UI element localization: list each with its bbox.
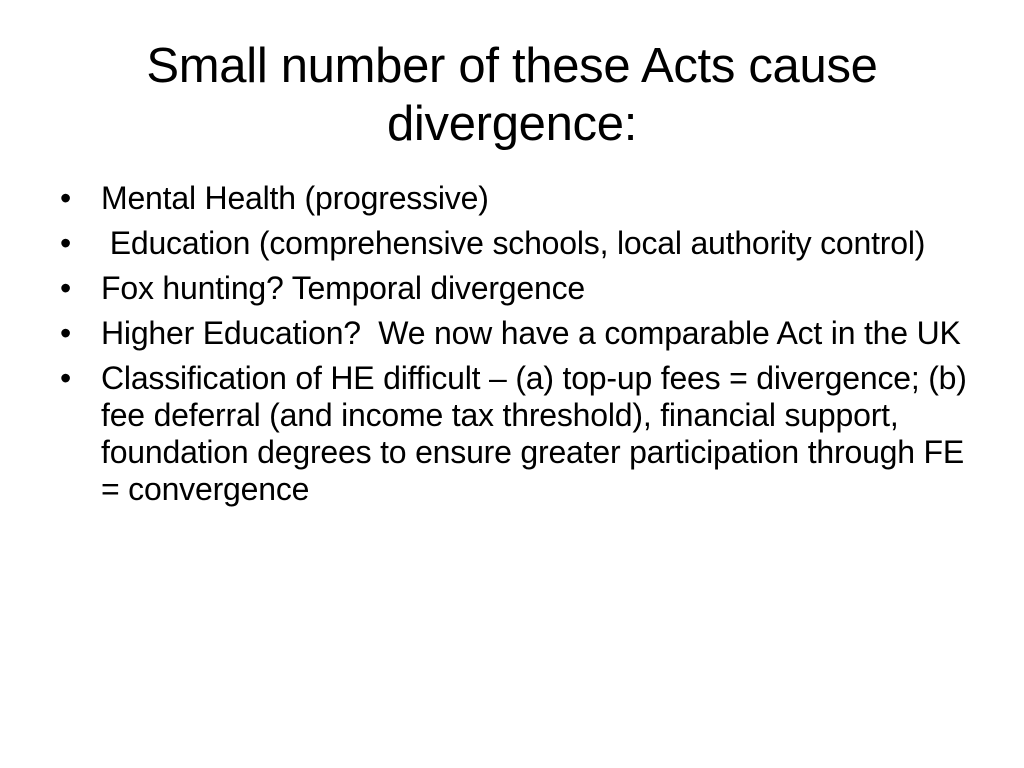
bullet-item-education xyxy=(60,225,970,262)
bullet-item-higher-education xyxy=(60,315,970,352)
bullet-text: Fox hunting? Temporal divergence xyxy=(101,270,585,306)
bullet-text: Education (comprehensive schools, local authority control) xyxy=(101,225,926,261)
bullet-dot-icon: • xyxy=(60,180,72,216)
bullet-text: Higher Education? We now have a comparable Act in the UK xyxy=(101,315,961,351)
bullet-dot-icon: • xyxy=(60,270,72,306)
slide-title: Small number of these Acts cause divergence: xyxy=(146,39,878,151)
bullet-dot-icon: • xyxy=(60,360,72,396)
bullet-item-mental-health xyxy=(60,180,970,217)
bullet-list xyxy=(60,180,976,516)
bullet-text: Classification of HE difficult – (a) top-up fees = divergence; (b) fee deferral (and income tax threshold), financial support, foundation degrees to ensure greater participation through FE = convergence xyxy=(101,360,976,507)
bullet-dot-icon: • xyxy=(60,315,72,351)
bullet-item-fox-hunting xyxy=(60,270,970,307)
bullet-dot-icon: • xyxy=(60,225,72,261)
bullet-item-classification xyxy=(60,360,976,508)
bullet-text: Mental Health (progressive) xyxy=(101,180,489,216)
